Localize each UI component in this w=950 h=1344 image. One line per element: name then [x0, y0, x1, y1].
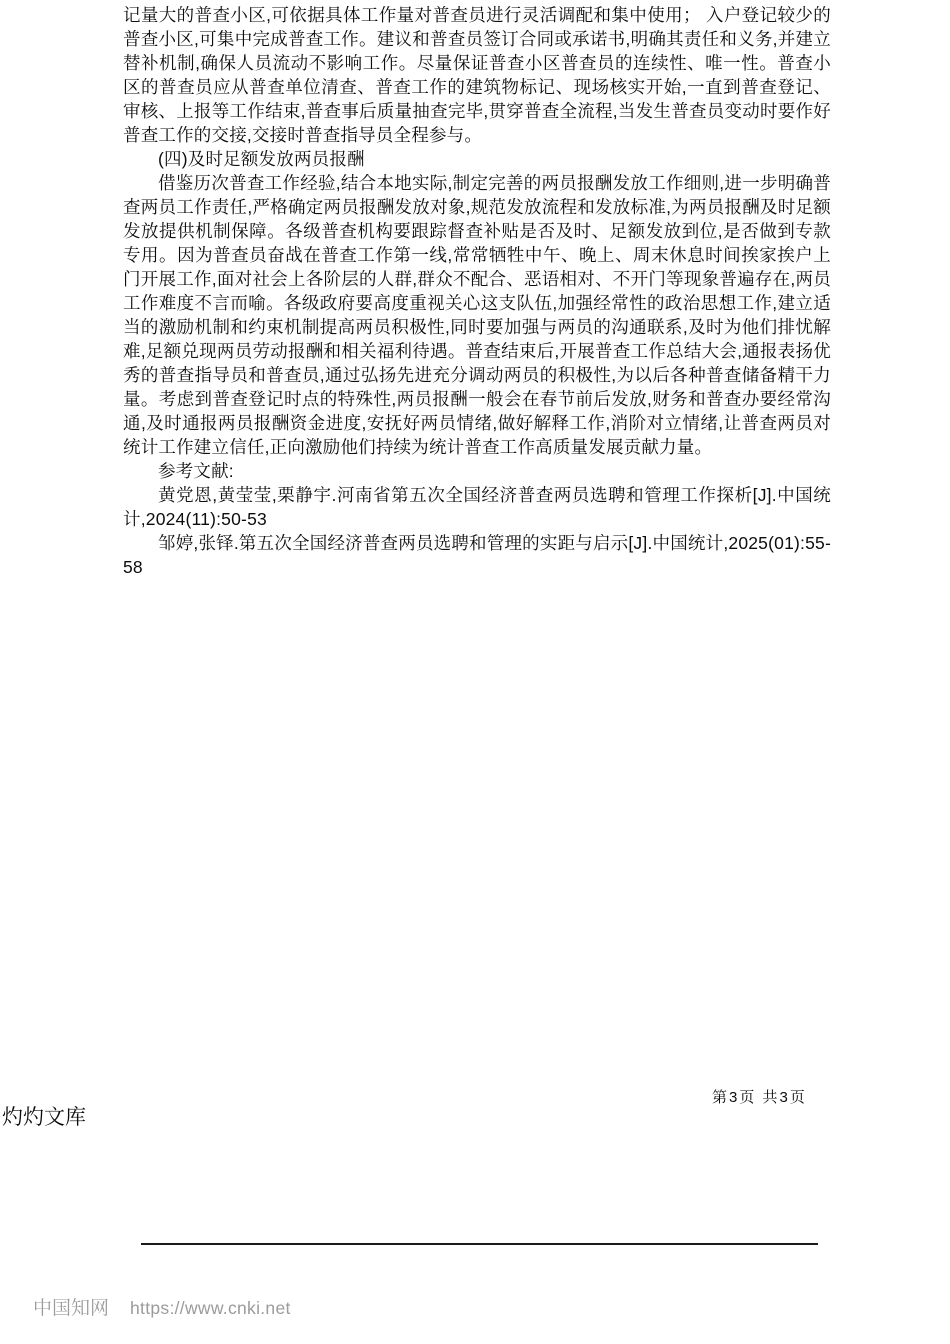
body-paragraph: 借鉴历次普查工作经验,结合本地实际,制定完善的两员报酬发放工作细则,进一步明确普查两员工作责任,严格确定两员报酬发放对象,规范发放流程和发放标准,为两员报酬及时足额发放提供机制保障。各级普查机构要跟踪督查补贴是否及时、足额发放到位,是否做到专款专用。因为普查员奋战在普查工作第一线,常常牺牲中午、晚上、周末休息时间挨家挨户上门开展工作,面对社会上各阶层的人群,群众不配合、恶语相对、不开门等现象普遍存在,两员工作难度不言而喻。各级政府要高度重视关心这支队伍,加强经常性的政治思想工作,建立适当的激励机制和约束机制提高两员积极性,同时要加强与两员的沟通联系,及时为他们排忧解难,足额兑现两员劳动报酬和相关福利待遇。普查结束后,开展普查工作总结大会,通报表扬优秀的普查指导员和普查员,通过弘扬先进充分调动两员的积极性,为以后各种普查储备精干力量。考虑到普查登记时点的特殊性,两员报酬一般会在春节前后发放,财务和普查办要经常沟通,及时通报两员报酬资金进度,安抚好两员情绪,做好解释工作,消阶对立情绪,让普查两员对统计工作建立信任,正向激励他们持续为统计普查工作高质量发展贡献力量。 [123, 173, 831, 457]
section-heading: (四)及时足额发放两员报酬 [158, 149, 365, 169]
cnki-footer [33, 1293, 291, 1320]
cnki-brand-label: 中国知网 [33, 1298, 110, 1319]
cnki-url-text: https://www.cnki.net [130, 1298, 291, 1318]
library-watermark: 灼灼文库 [2, 1106, 86, 1129]
document-body [123, 3, 831, 579]
footer-divider-line [141, 1243, 818, 1245]
references-heading: 参考文献: [158, 461, 234, 481]
reference-item: 邹婷,张铎.第五次全国经济普查两员选聘和管理的实距与启示[J].中国统计,2025(01):55-58 [123, 533, 831, 577]
page-number-indicator: 第3页 共3页 [712, 1089, 807, 1106]
reference-item: 黄党恩,黄莹莹,栗静宇.河南省第五次全国经济普查两员选聘和管理工作探析[J].中国统计,2024(11):50-53 [123, 485, 831, 529]
body-paragraph-continuation: 记量大的普查小区,可依据具体工作量对普查员进行灵活调配和集中使用； 入户登记较少的普查小区,可集中完成普查工作。建议和普查员签订合同或承诺书,明确其责任和义务,并建立替补机制,确保人员流动不影响工作。尽量保证普查小区普查员的连续性、唯一性。普查小区的普查员应从普查单位清查、普查工作的建筑物标记、现场核实开始,一直到普查登记、审核、上报等工作结束,普查事后质量抽查完毕,贯穿普查全流程,当发生普查员变动时要作好普查工作的交接,交接时普查指导员全程参与。 [123, 5, 831, 145]
